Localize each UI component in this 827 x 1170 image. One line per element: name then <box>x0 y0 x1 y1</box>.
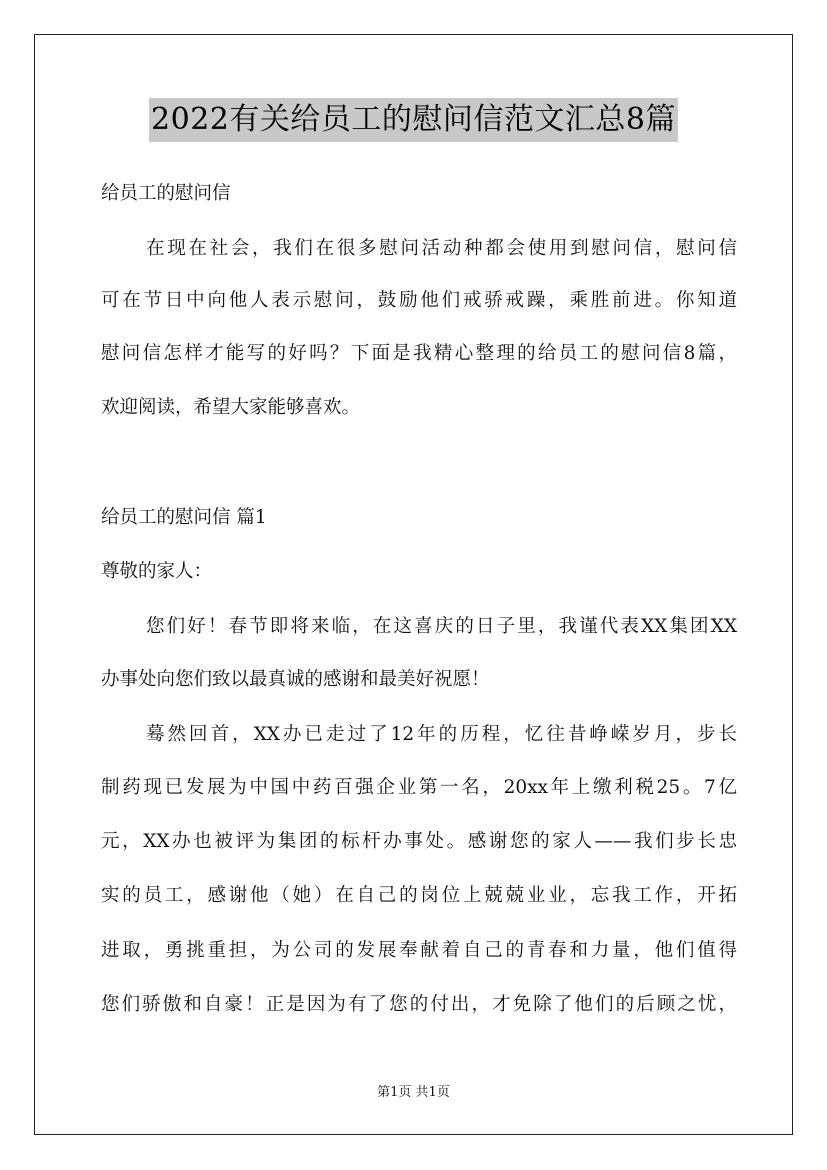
paragraph-line: 制药现已发展为中国中药百强企业第一名，20xx年上缴利税25。7亿 <box>101 777 737 798</box>
paragraph-line: 进取，勇挑重担，为公司的发展奉献着自己的青春和力量，他们值得 <box>101 940 737 961</box>
paragraph-line: 实的员工，感谢他（她）在自己的岗位上兢兢业业，忘我工作，开拓 <box>101 885 737 906</box>
paragraph-line: 欢迎阅读，希望大家能够喜欢。 <box>101 397 361 418</box>
paragraph-line: 在现在社会，我们在很多慰问活动种都会使用到慰问信，慰问信 <box>146 238 737 259</box>
letter-heading: 给员工的慰问信 篇1 <box>101 507 267 528</box>
paragraph-line: 可在节日中向他人表示慰问，鼓励他们戒骄戒躁，乘胜前进。你知道 <box>101 290 737 311</box>
paragraph-line: 您们好！春节即将来临，在这喜庆的日子里，我谨代表XX集团XX <box>146 616 737 637</box>
paragraph-line: 蓦然回首，XX办已走过了12年的历程，忆往昔峥嵘岁月，步长 <box>146 724 737 745</box>
paragraph-line: 办事处向您们致以最真诚的感谢和最美好祝愿！ <box>101 669 490 690</box>
salutation: 尊敬的家人： <box>101 561 213 582</box>
document-title: 2022有关给员工的慰问信范文汇总8篇 <box>149 98 678 142</box>
title-container <box>0 98 827 142</box>
page-footer: 第1页 共1页 <box>377 1085 450 1100</box>
paragraph-line: 元，XX办也被评为集团的标杆办事处。感谢您的家人——我们步长忠 <box>101 831 737 852</box>
paragraph-line: 您们骄傲和自豪！正是因为有了您的付出，才免除了他们的后顾之忧， <box>101 994 737 1015</box>
paragraph-line: 慰问信怎样才能写的好吗？下面是我精心整理的给员工的慰问信8篇， <box>101 343 737 364</box>
section-heading: 给员工的慰问信 <box>101 183 231 204</box>
